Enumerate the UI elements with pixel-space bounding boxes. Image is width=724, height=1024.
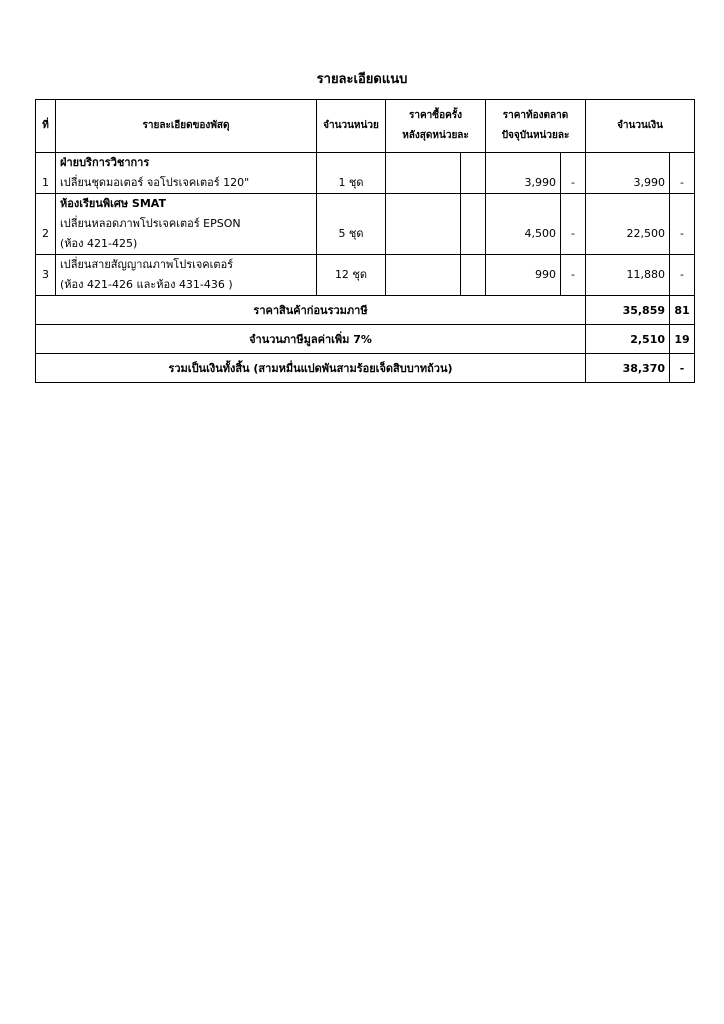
header-last-price	[386, 100, 486, 153]
item-market-satang: -	[561, 255, 586, 296]
header-detail: รายละเอียดของพัสดุ	[56, 100, 317, 153]
items-table	[35, 99, 695, 383]
item-desc-room: (ห้อง 421-426 และห้อง 431-436 )	[60, 278, 233, 291]
item-last-satang	[461, 194, 486, 255]
subtotal-label: ราคาสินค้าก่อนรวมภาษี	[36, 296, 586, 325]
item-last-satang	[461, 153, 486, 194]
item-amount-satang: -	[670, 153, 695, 194]
item-market-price: 4,500	[486, 194, 561, 255]
item-amount: 3,990	[586, 153, 670, 194]
table-row	[36, 153, 695, 194]
item-amount: 22,500	[586, 194, 670, 255]
header-row	[36, 100, 695, 153]
item-category: ห้องเรียนพิเศษ SMAT	[60, 197, 166, 210]
item-amount: 11,880	[586, 255, 670, 296]
vat-label: จำนวนภาษีมูลค่าเพิ่ม 7%	[36, 325, 586, 354]
total-amount: 38,370	[586, 354, 670, 383]
item-amount-satang: -	[670, 194, 695, 255]
item-market-price: 990	[486, 255, 561, 296]
total-satang: -	[670, 354, 695, 383]
item-last-price	[386, 255, 461, 296]
total-row	[36, 354, 695, 383]
item-qty: 1 ชุด	[317, 153, 386, 194]
header-last-price-line1: ราคาซื้อครั้ง	[408, 110, 463, 121]
header-market-price-line2: ปัจจุบันหน่วยละ	[501, 130, 570, 141]
item-last-price	[386, 153, 461, 194]
header-amount: จำนวนเงิน	[586, 100, 695, 153]
item-category: ฝ่ายบริการวิชาการ	[60, 156, 150, 169]
subtotal-amount: 35,859	[586, 296, 670, 325]
subtotal-row	[36, 296, 695, 325]
item-market-price: 3,990	[486, 153, 561, 194]
total-label: รวมเป็นเงินทั้งสิ้น (สามหมื่นแปดพันสามร้อยเจ็ดสิบบาทถ้วน)	[36, 354, 586, 383]
header-last-price-line2: หลังสุดหน่วยละ	[402, 130, 469, 141]
item-desc: เปลี่ยนสายสัญญาณภาพโปรเจคเตอร์	[60, 258, 234, 271]
item-no: 2	[36, 194, 56, 255]
item-amount-satang: -	[670, 255, 695, 296]
item-qty: 5 ชุด	[317, 194, 386, 255]
header-qty: จำนวนหน่วย	[317, 100, 386, 153]
item-desc: เปลี่ยนหลอดภาพโปรเจคเตอร์ EPSON	[60, 217, 241, 230]
header-market-price	[486, 100, 586, 153]
item-no: 3	[36, 255, 56, 296]
item-market-satang: -	[561, 153, 586, 194]
item-desc: เปลี่ยนชุดมอเตอร์ จอโปรเจคเตอร์ 120"	[60, 176, 250, 189]
item-detail	[56, 194, 317, 255]
header-market-price-line1: ราคาท้องตลาด	[502, 110, 569, 121]
item-detail	[56, 255, 317, 296]
item-detail	[56, 153, 317, 194]
header-no: ที่	[36, 100, 56, 153]
item-market-satang: -	[561, 194, 586, 255]
subtotal-satang: 81	[670, 296, 695, 325]
table-row	[36, 255, 695, 296]
item-last-price	[386, 194, 461, 255]
vat-row	[36, 325, 695, 354]
vat-satang: 19	[670, 325, 695, 354]
table-row	[36, 194, 695, 255]
item-desc-room: (ห้อง 421-425)	[60, 237, 138, 250]
vat-amount: 2,510	[586, 325, 670, 354]
item-qty: 12 ชุด	[317, 255, 386, 296]
document-title: รายละเอียดแนบ	[316, 72, 408, 87]
item-last-satang	[461, 255, 486, 296]
item-no: 1	[36, 153, 56, 194]
